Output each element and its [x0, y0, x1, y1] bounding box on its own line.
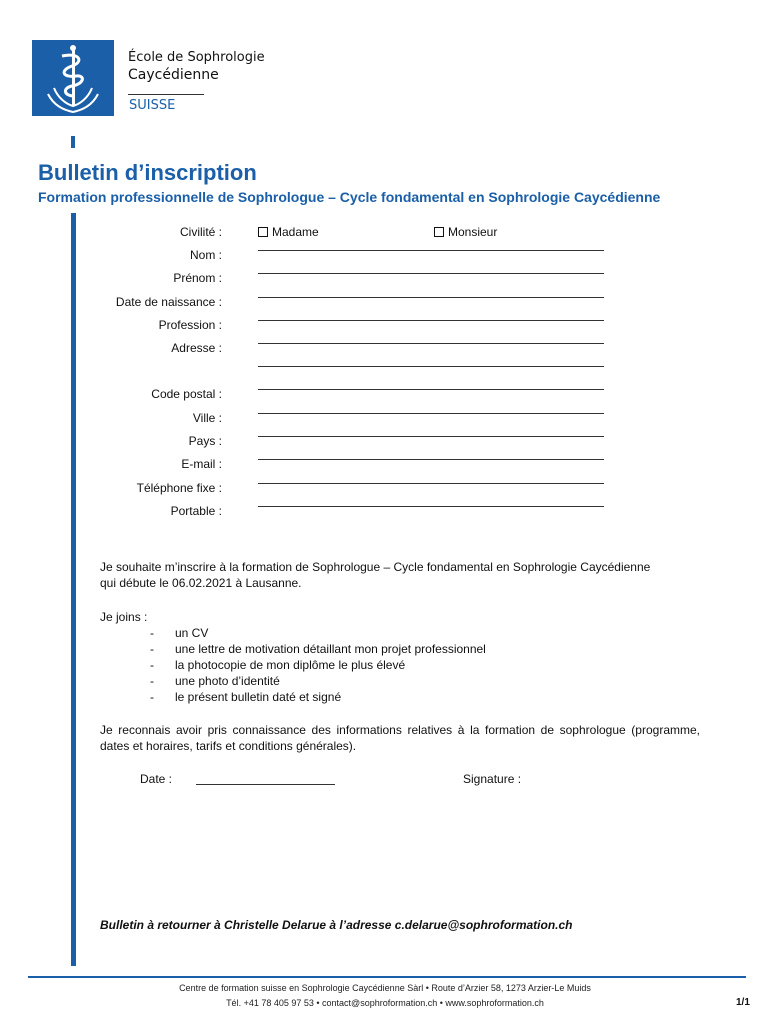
madame-checkbox[interactable] — [258, 225, 319, 239]
date-naissance-field[interactable] — [258, 297, 604, 298]
list-item: - la photocopie de mon diplôme le plus élevé — [150, 658, 406, 672]
acknowledge-paragraph: Je reconnais avoir pris connaissance des informations relatives à la formation de sophrologue (programme, dates et horaires, tarifs et conditions générales). — [100, 723, 700, 753]
intro-paragraph — [100, 559, 700, 591]
checkbox-icon — [258, 227, 268, 237]
profession-label: Profession : — [158, 318, 222, 332]
signature-label: Signature : — [463, 772, 522, 786]
attachments-list — [150, 625, 486, 705]
logo-divider — [128, 94, 204, 95]
joins-label: Je joins : — [100, 610, 148, 624]
footer-line2: Tél. +41 78 405 97 53 • contact@sophroformation.ch • www.sophroformation.ch — [226, 998, 544, 1008]
return-note: Bulletin à retourner à Christelle Delarue à l’adresse c.delarue@sophroformation.ch — [100, 918, 573, 932]
intro-line2: qui débute le 06.02.2021 à Lausanne. — [100, 576, 302, 590]
logo-line3: SUISSE — [129, 98, 176, 113]
prenom-label: Prénom : — [173, 271, 222, 285]
list-item: - une photo d’identité — [150, 674, 280, 688]
footer-divider — [28, 976, 746, 978]
portable-field[interactable] — [258, 506, 604, 507]
date-label: Date : — [140, 772, 173, 786]
email-label: E-mail : — [181, 457, 222, 471]
intro-line1: Je souhaite m’inscrire à la formation de Sophrologue – Cycle fondamental en Sophrologie Caycédienne — [100, 560, 651, 574]
ville-field[interactable] — [258, 413, 604, 414]
email-field[interactable] — [258, 459, 604, 460]
adresse-field[interactable] — [258, 343, 604, 344]
code-postal-field[interactable] — [258, 389, 604, 390]
page-subtitle: Formation professionnelle de Sophrologue – Cycle fondamental en Sophrologie Caycédienne — [38, 189, 661, 205]
prenom-field[interactable] — [258, 273, 604, 274]
logo-line1: École de Sophrologie — [128, 50, 265, 65]
logo-text — [128, 50, 265, 84]
code-postal-label: Code postal : — [151, 387, 222, 401]
adresse-label: Adresse : — [171, 341, 222, 355]
monsieur-label: Monsieur — [448, 225, 498, 239]
profession-field[interactable] — [258, 320, 604, 321]
adresse-field-line2[interactable] — [258, 366, 604, 367]
footer-line1: Centre de formation suisse en Sophrologie Caycédienne Sàrl • Route d’Arzier 58, 1273 Arzier-Le Muids — [179, 983, 591, 993]
telephone-label: Téléphone fixe : — [136, 481, 222, 495]
madame-label: Madame — [272, 225, 319, 239]
page-number: 1/1 — [736, 997, 750, 1008]
pays-label: Pays : — [188, 434, 222, 448]
monsieur-checkbox[interactable] — [434, 225, 497, 239]
caduceus-logo-icon — [32, 40, 114, 116]
nom-field[interactable] — [258, 250, 604, 251]
telephone-field[interactable] — [258, 483, 604, 484]
header-mark — [71, 136, 75, 148]
school-logo — [32, 40, 114, 116]
nom-label: Nom : — [189, 248, 222, 262]
left-accent-bar — [71, 213, 76, 966]
date-field[interactable] — [196, 772, 335, 785]
date-naissance-label: Date de naissance : — [115, 295, 222, 309]
list-item: - le présent bulletin daté et signé — [150, 690, 342, 704]
checkbox-icon — [434, 227, 444, 237]
list-item: - un CV — [150, 626, 209, 640]
portable-label: Portable : — [170, 504, 222, 518]
pays-field[interactable] — [258, 436, 604, 437]
ville-label: Ville : — [192, 411, 222, 425]
logo-line2: Caycédienne — [128, 67, 219, 83]
civilite-label: Civilité : — [179, 225, 222, 239]
page-title: Bulletin d’inscription — [38, 160, 257, 185]
list-item: - une lettre de motivation détaillant mon projet professionnel — [150, 642, 486, 656]
